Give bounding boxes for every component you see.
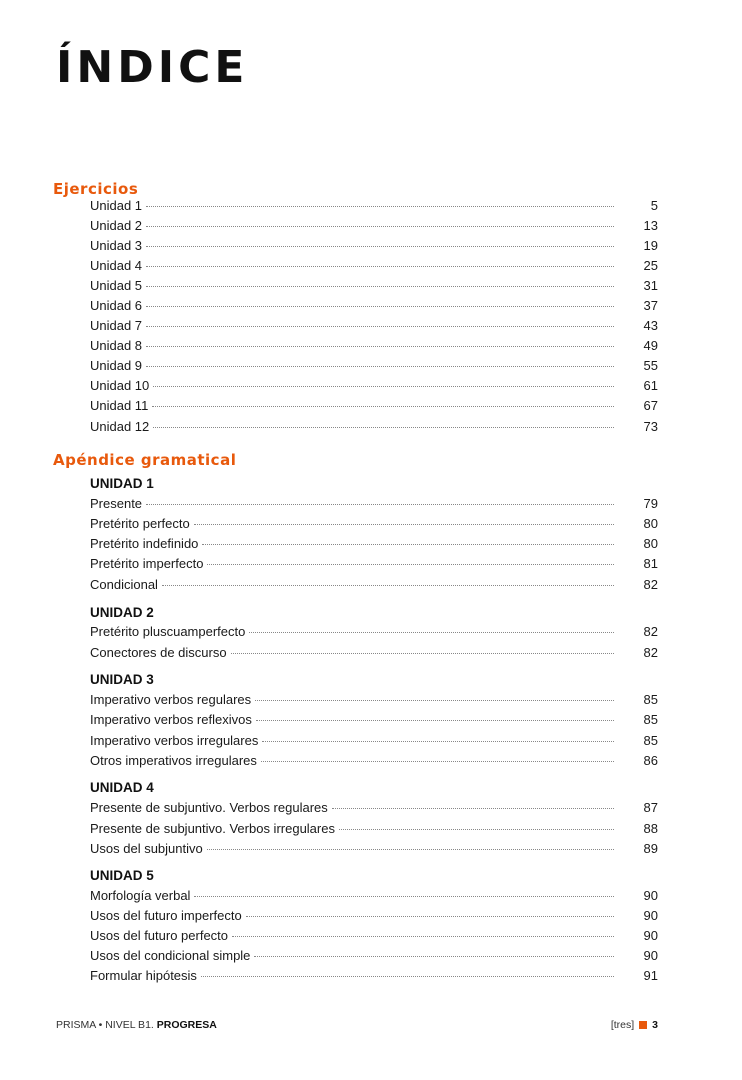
square-bullet-icon bbox=[639, 1021, 647, 1029]
toc-entry-page: 43 bbox=[643, 318, 658, 333]
toc-entry-page: 80 bbox=[643, 516, 658, 531]
toc-entry-page: 90 bbox=[643, 908, 658, 923]
toc-entry[interactable] bbox=[90, 198, 658, 218]
toc-entry[interactable] bbox=[90, 556, 658, 576]
footer-page-number: 3 bbox=[652, 1019, 658, 1031]
toc-entry[interactable] bbox=[90, 278, 658, 298]
toc-entry-label: Usos del futuro perfecto bbox=[90, 928, 229, 943]
toc-entry-page: 82 bbox=[643, 577, 658, 592]
dot-leader bbox=[146, 246, 614, 247]
dot-leader bbox=[202, 544, 614, 545]
toc-entry[interactable] bbox=[90, 692, 658, 712]
toc-entry[interactable] bbox=[90, 218, 658, 238]
dot-leader bbox=[146, 366, 614, 367]
toc-entry[interactable] bbox=[90, 398, 658, 418]
toc-entry[interactable] bbox=[90, 516, 658, 536]
toc-entry-page: 85 bbox=[643, 733, 658, 748]
dot-leader bbox=[232, 936, 614, 937]
toc-entry-label: Unidad 8 bbox=[90, 338, 143, 353]
toc-entry-page: 87 bbox=[643, 800, 658, 815]
dot-leader bbox=[201, 976, 614, 977]
toc-entry-page: 49 bbox=[643, 338, 658, 353]
unit-heading: UNIDAD 2 bbox=[90, 605, 154, 620]
toc-entry-label: Usos del futuro imperfecto bbox=[90, 908, 242, 923]
footer-series: PRISMA • NIVEL B1. bbox=[56, 1019, 154, 1031]
toc-entry-page: 79 bbox=[643, 496, 658, 511]
toc-entry-page: 19 bbox=[643, 238, 658, 253]
footer-page-word: [tres] bbox=[610, 1019, 635, 1031]
dot-leader bbox=[194, 524, 614, 525]
toc-entry[interactable] bbox=[90, 645, 658, 665]
unit-heading: UNIDAD 4 bbox=[90, 780, 154, 795]
dot-leader bbox=[207, 564, 614, 565]
toc-entry-page: 73 bbox=[643, 419, 658, 434]
toc-entry-label: Imperativo verbos reflexivos bbox=[90, 712, 252, 727]
dot-leader bbox=[146, 226, 614, 227]
dot-leader bbox=[146, 504, 614, 505]
toc-entry-label: Pretérito pluscuamperfecto bbox=[90, 624, 246, 639]
toc-entry-label: Unidad 7 bbox=[90, 318, 143, 333]
toc-entry-page: 25 bbox=[643, 258, 658, 273]
toc-entry[interactable] bbox=[90, 536, 658, 556]
toc-entry[interactable] bbox=[90, 358, 658, 378]
toc-entry-label: Usos del subjuntivo bbox=[90, 841, 203, 856]
toc-entry[interactable] bbox=[90, 298, 658, 318]
toc-entry-label: Unidad 12 bbox=[90, 419, 150, 434]
dot-leader bbox=[162, 585, 614, 586]
toc-entry[interactable] bbox=[90, 624, 658, 644]
page-title: ÍNDICE bbox=[56, 42, 249, 93]
toc-entry-label: Presente de subjuntivo. Verbos irregulares bbox=[90, 821, 335, 836]
dot-leader bbox=[194, 896, 614, 897]
footer-book: PROGRESA bbox=[156, 1019, 217, 1031]
toc-entry-label: Unidad 10 bbox=[90, 378, 150, 393]
section-heading-ejercicios: Ejercicios bbox=[53, 180, 139, 198]
dot-leader bbox=[254, 956, 614, 957]
toc-entry-page: 80 bbox=[643, 536, 658, 551]
toc-entry-page: 90 bbox=[643, 928, 658, 943]
toc-entry[interactable] bbox=[90, 338, 658, 358]
toc-entry-label: Imperativo verbos irregulares bbox=[90, 733, 259, 748]
toc-entry-page: 81 bbox=[643, 556, 658, 571]
toc-entry[interactable] bbox=[90, 800, 658, 820]
toc-entry[interactable] bbox=[90, 928, 658, 948]
toc-entry-label: Usos del condicional simple bbox=[90, 948, 251, 963]
toc-entry-page: 5 bbox=[650, 198, 658, 213]
dot-leader bbox=[231, 653, 614, 654]
unit-heading: UNIDAD 1 bbox=[90, 476, 154, 491]
toc-entry[interactable] bbox=[90, 712, 658, 732]
toc-entry-label: Condicional bbox=[90, 577, 158, 592]
toc-entry-label: Unidad 5 bbox=[90, 278, 143, 293]
dot-leader bbox=[146, 326, 614, 327]
toc-entry-page: 90 bbox=[643, 948, 658, 963]
section-heading-apendice: Apéndice gramatical bbox=[53, 451, 237, 469]
unit-heading: UNIDAD 5 bbox=[90, 868, 154, 883]
toc-entry-label: Unidad 4 bbox=[90, 258, 143, 273]
toc-entry-page: 85 bbox=[643, 692, 658, 707]
toc-entry-label: Unidad 6 bbox=[90, 298, 143, 313]
toc-entry-page: 55 bbox=[643, 358, 658, 373]
dot-leader bbox=[153, 427, 614, 428]
toc-entry-label: Presente bbox=[90, 496, 143, 511]
toc-entry-label: Formular hipótesis bbox=[90, 968, 197, 983]
toc-entry[interactable] bbox=[90, 821, 658, 841]
footer-page-info bbox=[611, 1019, 658, 1031]
toc-entry-label: Unidad 1 bbox=[90, 198, 143, 213]
toc-entry-label: Presente de subjuntivo. Verbos regulares bbox=[90, 800, 328, 815]
toc-entry[interactable] bbox=[90, 258, 658, 278]
toc-entry-label: Pretérito perfecto bbox=[90, 516, 190, 531]
dot-leader bbox=[262, 741, 614, 742]
toc-entry[interactable] bbox=[90, 238, 658, 258]
toc-entry-page: 91 bbox=[643, 968, 658, 983]
toc-entry-label: Pretérito imperfecto bbox=[90, 556, 204, 571]
toc-entry-page: 85 bbox=[643, 712, 658, 727]
dot-leader bbox=[249, 632, 614, 633]
toc-entry[interactable] bbox=[90, 733, 658, 753]
toc-entry[interactable] bbox=[90, 378, 658, 398]
toc-entry[interactable] bbox=[90, 419, 658, 439]
toc-entry-label: Unidad 9 bbox=[90, 358, 143, 373]
toc-entry-label: Morfología verbal bbox=[90, 888, 191, 903]
dot-leader bbox=[256, 720, 614, 721]
toc-entry-page: 88 bbox=[643, 821, 658, 836]
toc-entry[interactable] bbox=[90, 841, 658, 861]
toc-entry-page: 86 bbox=[643, 753, 658, 768]
dot-leader bbox=[339, 829, 614, 830]
toc-entry-page: 82 bbox=[643, 624, 658, 639]
toc-entry-page: 67 bbox=[643, 398, 658, 413]
unit-heading: UNIDAD 3 bbox=[90, 672, 154, 687]
dot-leader bbox=[146, 346, 614, 347]
toc-entry-page: 37 bbox=[643, 298, 658, 313]
dot-leader bbox=[146, 266, 614, 267]
dot-leader bbox=[255, 700, 614, 701]
dot-leader bbox=[153, 386, 614, 387]
toc-entry-label: Imperativo verbos regulares bbox=[90, 692, 252, 707]
toc-entry-label: Otros imperativos irregulares bbox=[90, 753, 257, 768]
toc-entry-label: Conectores de discurso bbox=[90, 645, 227, 660]
toc-entry[interactable] bbox=[90, 577, 658, 597]
toc-entry-page: 31 bbox=[643, 278, 658, 293]
toc-entry-page: 89 bbox=[643, 841, 658, 856]
toc-entry-label: Unidad 11 bbox=[90, 398, 149, 413]
dot-leader bbox=[261, 761, 614, 762]
dot-leader bbox=[146, 206, 614, 207]
toc-entry[interactable] bbox=[90, 496, 658, 516]
toc-entry[interactable] bbox=[90, 948, 658, 968]
dot-leader bbox=[152, 406, 614, 407]
toc-entry-page: 82 bbox=[643, 645, 658, 660]
toc-entry[interactable] bbox=[90, 318, 658, 338]
toc-entry[interactable] bbox=[90, 888, 658, 908]
toc-entry-page: 90 bbox=[643, 888, 658, 903]
dot-leader bbox=[146, 286, 614, 287]
toc-entry-label: Pretérito indefinido bbox=[90, 536, 199, 551]
dot-leader bbox=[332, 808, 614, 809]
dot-leader bbox=[246, 916, 614, 917]
toc-entry[interactable] bbox=[90, 753, 658, 773]
toc-entry-page: 61 bbox=[643, 378, 658, 393]
toc-entry-label: Unidad 3 bbox=[90, 238, 143, 253]
toc-entry[interactable] bbox=[90, 968, 658, 988]
toc-entry[interactable] bbox=[90, 908, 658, 928]
footer-book-title bbox=[56, 1019, 217, 1031]
toc-entry-page: 13 bbox=[643, 218, 658, 233]
toc-entry-label: Unidad 2 bbox=[90, 218, 143, 233]
dot-leader bbox=[207, 849, 614, 850]
dot-leader bbox=[146, 306, 614, 307]
